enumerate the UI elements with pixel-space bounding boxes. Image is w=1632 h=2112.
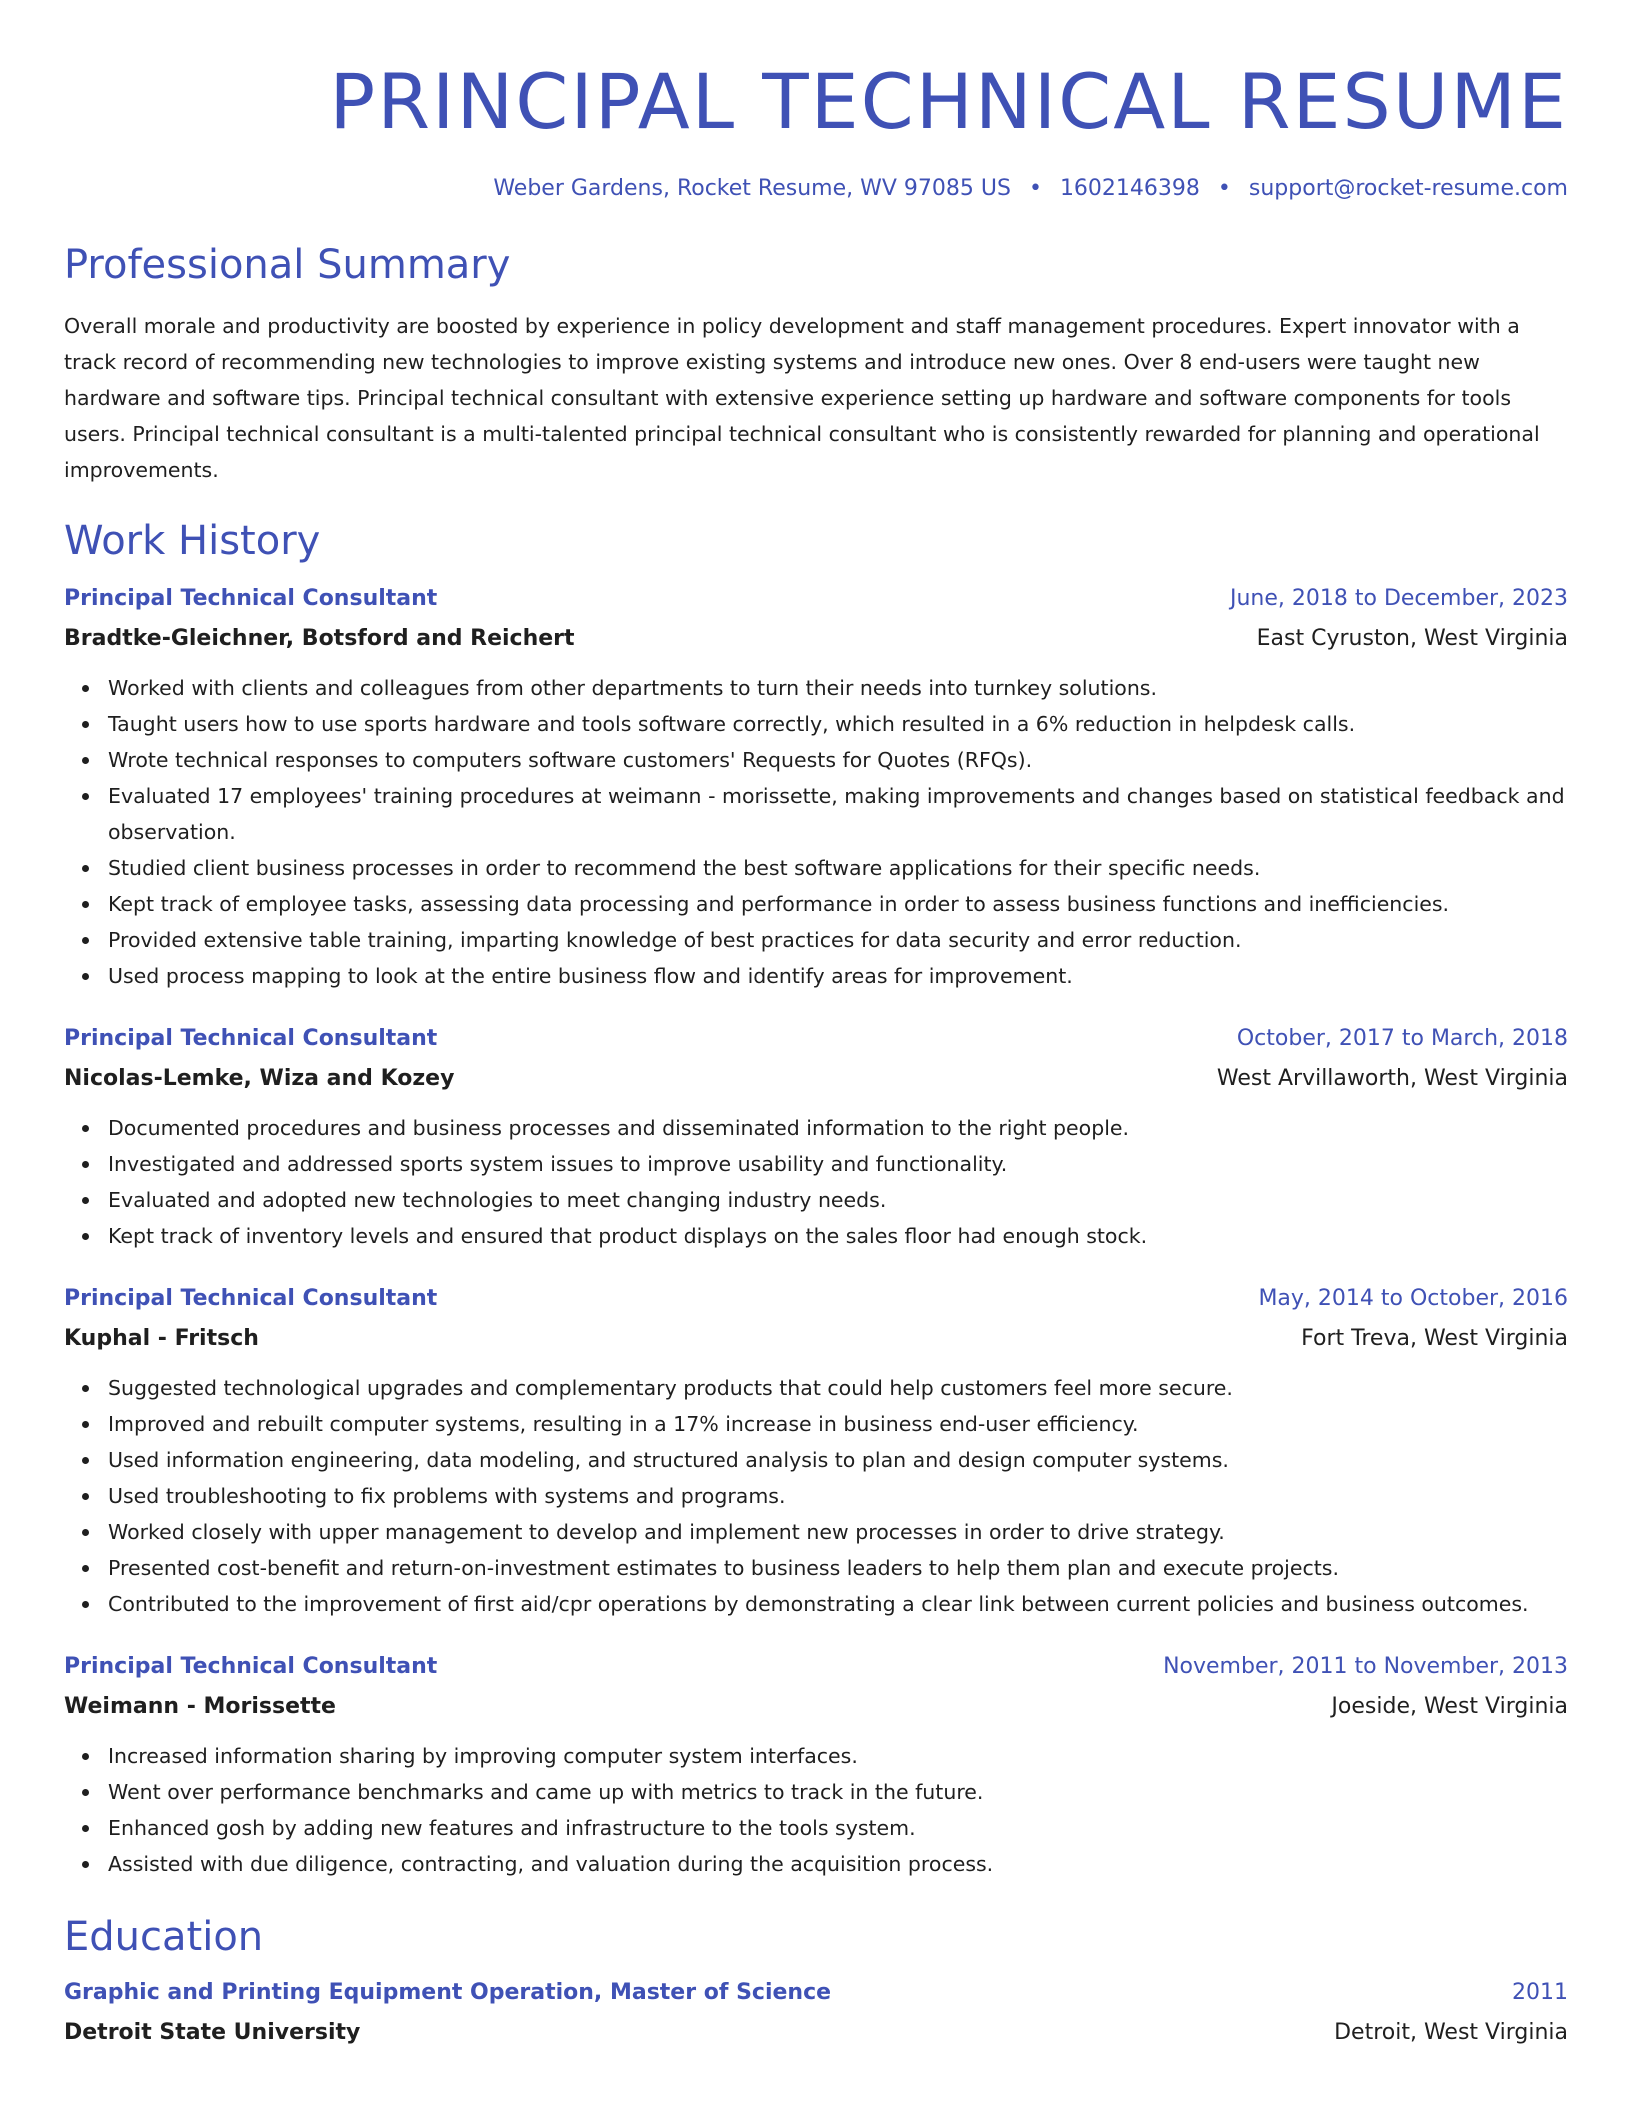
summary-section — [64, 240, 1568, 488]
job-bullet: Presented cost-benefit and return-on-investment estimates to business leaders to help them plan and execute projects. — [108, 1550, 1568, 1586]
job-bullet: Evaluated and adopted new technologies to meet changing industry needs. — [108, 1182, 1568, 1218]
job-bullet: Provided extensive table training, imparting knowledge of best practices for data security and error reduction. — [108, 922, 1568, 958]
job-bullet: Investigated and addressed sports system issues to improve usability and functionality. — [108, 1146, 1568, 1182]
contact-email: support@rocket-resume.com — [1248, 176, 1568, 201]
job-header-row — [64, 1024, 1568, 1054]
job-dates: May, 2014 to October, 2016 — [1258, 1286, 1568, 1311]
job-title: Principal Technical Consultant — [64, 586, 438, 611]
job-bullet: Kept track of employee tasks, assessing data processing and performance in order to assess business functions and inefficiencies. — [108, 886, 1568, 922]
job-bullet: Wrote technical responses to computers software customers' Requests for Quotes (RFQs). — [108, 742, 1568, 778]
job-header-row — [64, 584, 1568, 614]
job-location: West Arvillaworth, West Virginia — [1216, 1066, 1568, 1091]
work-history-heading: Work History — [64, 518, 321, 564]
job-bullet: Assisted with due diligence, contracting, and valuation during the acquisition process. — [108, 1846, 1568, 1882]
job-bullet: Contributed to the improvement of first aid/cpr operations by demonstrating a clear link between current policies and business outcomes. — [108, 1586, 1568, 1622]
summary-text: Overall morale and productivity are boosted by experience in policy development and staff management procedures. Expert innovator with a track record of recommending new technologies to improve existing systems and introduce new ones. Over 8 end-users were taught new hardware and software tips. Principal technical consultant with extensive experience setting up hardware and software components for tools users. Principal technical consultant is a multi-talented principal technical consultant who is consistently rewarded for planning and operational improvements. — [64, 314, 1540, 482]
job-bullet: Evaluated 17 employees' training procedures at weimann - morissette, making improvements and changes based on statistical feedback and observation. — [108, 778, 1568, 850]
summary-heading: Professional Summary — [64, 242, 511, 288]
job-bullet: Used process mapping to look at the entire business flow and identify areas for improvement. — [108, 958, 1568, 994]
job-bullet-list — [64, 1110, 1568, 1254]
resume-header — [0, 0, 1632, 204]
job-bullet: Suggested technological upgrades and complementary products that could help customers feel more secure. — [108, 1370, 1568, 1406]
job-bullet: Used information engineering, data modeling, and structured analysis to plan and design computer systems. — [108, 1442, 1568, 1478]
education-list — [64, 1978, 1568, 2048]
resume-title: PRINCIPAL TECHNICAL RESUME — [329, 57, 1568, 146]
job-bullet-list — [64, 670, 1568, 994]
job-location: Joeside, West Virginia — [1331, 1694, 1568, 1719]
job-bullet-list — [64, 1370, 1568, 1622]
education-entry — [64, 1978, 1568, 2048]
job-entry — [64, 1652, 1568, 1882]
job-company-row — [64, 1324, 1568, 1354]
contact-line — [64, 174, 1568, 204]
job-company-row — [64, 624, 1568, 654]
job-header-row — [64, 1652, 1568, 1682]
education-heading: Education — [64, 1914, 264, 1960]
education-school: Detroit State University — [64, 2020, 361, 2045]
job-bullet: Worked with clients and colleagues from other departments to turn their needs into turnkey solutions. — [108, 670, 1568, 706]
job-bullet: Enhanced gosh by adding new features and infrastructure to the tools system. — [108, 1810, 1568, 1846]
contact-separator: • — [1028, 176, 1042, 201]
job-bullet: Taught users how to use sports hardware and tools software correctly, which resulted in a 6% reduction in helpdesk calls. — [108, 706, 1568, 742]
job-company-row — [64, 1064, 1568, 1094]
job-bullet: Increased information sharing by improving computer system interfaces. — [108, 1738, 1568, 1774]
education-year: 2011 — [1512, 1980, 1568, 2005]
resume-content — [0, 240, 1632, 2048]
job-company: Kuphal - Fritsch — [64, 1326, 259, 1351]
job-bullet: Went over performance benchmarks and came up with metrics to track in the future. — [108, 1774, 1568, 1810]
job-bullet: Worked closely with upper management to develop and implement new processes in order to drive strategy. — [108, 1514, 1568, 1550]
contact-separator: • — [1217, 176, 1231, 201]
job-bullet: Documented procedures and business processes and disseminated information to the right people. — [108, 1110, 1568, 1146]
job-location: East Cyruston, West Virginia — [1256, 626, 1568, 651]
education-section — [64, 1912, 1568, 2048]
job-title: Principal Technical Consultant — [64, 1654, 438, 1679]
education-location: Detroit, West Virginia — [1334, 2020, 1568, 2045]
job-bullet: Used troubleshooting to fix problems with systems and programs. — [108, 1478, 1568, 1514]
education-header-row — [64, 1978, 1568, 2008]
job-company-row — [64, 1692, 1568, 1722]
job-entry — [64, 584, 1568, 994]
job-bullet: Kept track of inventory levels and ensured that product displays on the sales floor had enough stock. — [108, 1218, 1568, 1254]
job-dates: November, 2011 to November, 2013 — [1163, 1654, 1568, 1679]
contact-phone: 1602146398 — [1059, 176, 1200, 201]
job-bullet-list — [64, 1738, 1568, 1882]
job-title: Principal Technical Consultant — [64, 1026, 438, 1051]
job-entry — [64, 1024, 1568, 1254]
education-degree: Graphic and Printing Equipment Operation, Master of Science — [64, 1980, 832, 2005]
job-bullet: Studied client business processes in order to recommend the best software applications for their specific needs. — [108, 850, 1568, 886]
job-company: Nicolas-Lemke, Wiza and Kozey — [64, 1066, 455, 1091]
job-entry — [64, 1284, 1568, 1622]
education-school-row — [64, 2018, 1568, 2048]
job-dates: October, 2017 to March, 2018 — [1236, 1026, 1568, 1051]
job-list — [64, 584, 1568, 1882]
job-title: Principal Technical Consultant — [64, 1286, 438, 1311]
job-dates: June, 2018 to December, 2023 — [1229, 586, 1568, 611]
job-location: Fort Treva, West Virginia — [1301, 1326, 1568, 1351]
contact-address: Weber Gardens, Rocket Resume, WV 97085 US — [493, 176, 1011, 201]
job-company: Bradtke-Gleichner, Botsford and Reichert — [64, 626, 575, 651]
job-company: Weimann - Morissette — [64, 1694, 336, 1719]
job-header-row — [64, 1284, 1568, 1314]
job-bullet: Improved and rebuilt computer systems, resulting in a 17% increase in business end-user efficiency. — [108, 1406, 1568, 1442]
work-history-section — [64, 516, 1568, 1882]
